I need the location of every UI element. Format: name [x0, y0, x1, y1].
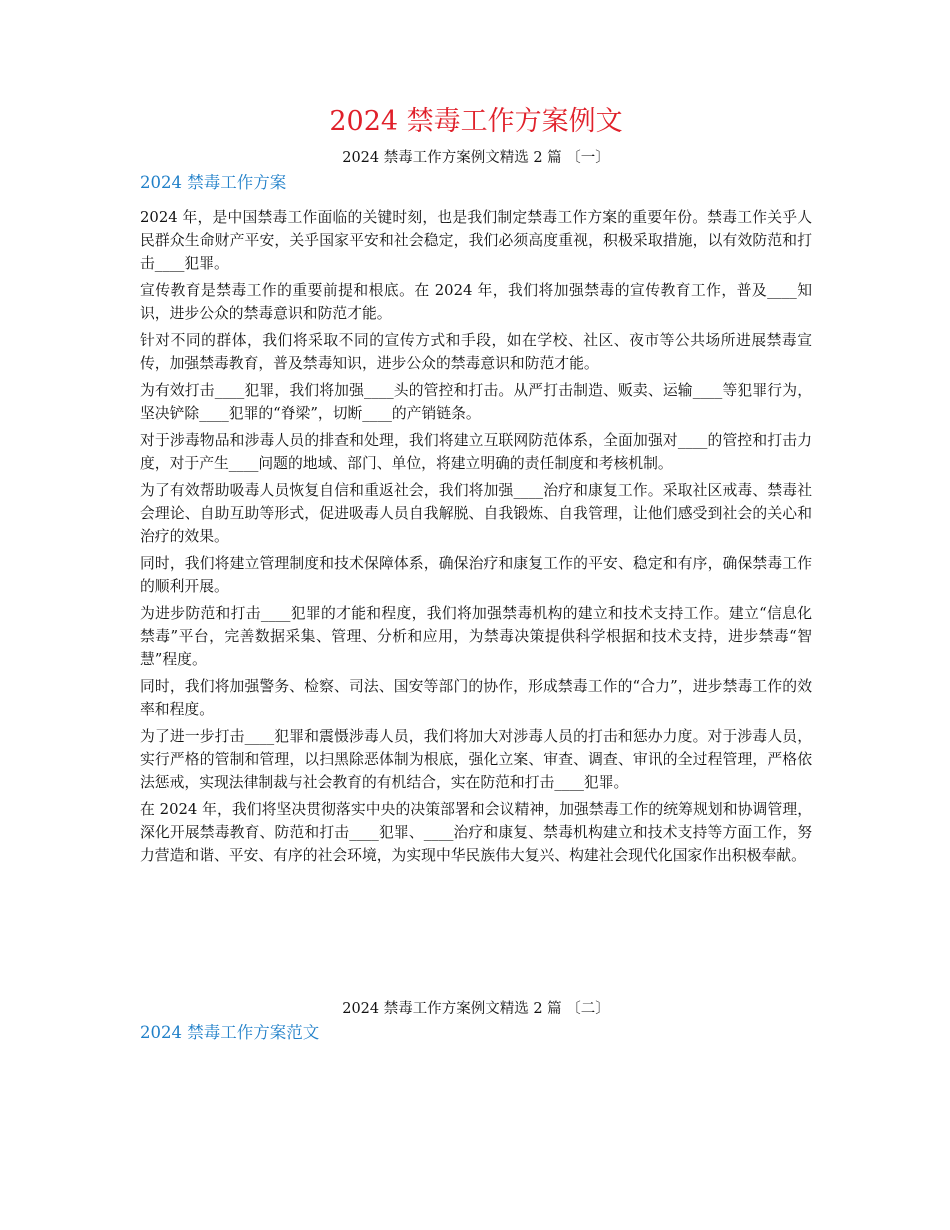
- paragraph: 为了进一步打击____犯罪和震慑涉毒人员，我们将加大对涉毒人员的打击和惩办力度。对于涉毒人员，实行严格的管制和管理，以扫黑除恶体制为根底，强化立案、审查、调查、审讯的全过程管理，严格依法惩戒，实现法律制裁与社会教育的有机结合，实在防范和打击____犯罪。: [140, 728, 812, 791]
- paragraph: 同时，我们将建立管理制度和技术保障体系，确保治疗和康复工作的平安、稳定和有序，确保禁毒工作的顺利开展。: [140, 555, 812, 595]
- paragraph: 对于涉毒物品和涉毒人员的排查和处理，我们将建立互联网防范体系，全面加强对____的管控和打击力度，对于产生____问题的地域、部门、单位，将建立明确的责任制度和考核机制。: [140, 432, 812, 472]
- section-heading-1: 2024 禁毒工作方案: [140, 173, 287, 192]
- paragraph: 同时，我们将加强警务、检察、司法、国安等部门的协作，形成禁毒工作的“合力”，进步禁毒工作的效率和程度。: [140, 678, 812, 718]
- paragraph: 针对不同的群体，我们将采取不同的宣传方式和手段，如在学校、社区、夜市等公共场所进展禁毒宣传，加强禁毒教育，普及禁毒知识，进步公众的禁毒意识和防范才能。: [140, 332, 812, 372]
- paragraph: 在 2024 年，我们将坚决贯彻落实中央的决策部署和会议精神，加强禁毒工作的统筹规划和协调管理，深化开展禁毒教育、防范和打击____犯罪、____治疗和康复、禁毒机构建立和技术支持等方面工作，努力营造和谐、平安、有序的社会环境，为实现中华民族伟大复兴、构建社会现代化国家作出积极奉献。: [140, 801, 812, 864]
- document-title: 2024 禁毒工作方案例文: [329, 106, 623, 137]
- subtitle-part-1: 2024 禁毒工作方案例文精选 2 篇 〔一〕: [342, 150, 610, 166]
- body-text: [140, 206, 812, 867]
- paragraph: 为有效打击____犯罪，我们将加强____头的管控和打击。从严打击制造、贩卖、运输____等犯罪行为，坚决铲除____犯罪的“脊梁”，切断____的产销链条。: [140, 382, 812, 422]
- subtitle-part-2: 2024 禁毒工作方案例文精选 2 篇 〔二〕: [342, 1001, 610, 1017]
- paragraph: 宣传教育是禁毒工作的重要前提和根底。在 2024 年，我们将加强禁毒的宣传教育工作，普及____知识，进步公众的禁毒意识和防范才能。: [140, 282, 812, 322]
- paragraph: 为了有效帮助吸毒人员恢复自信和重返社会，我们将加强____治疗和康复工作。采取社区戒毒、禁毒社会理论、自助互助等形式，促进吸毒人员自我解脱、自我锻炼、自我管理，让他们感受到社会的关心和治疗的效果。: [140, 482, 812, 545]
- paragraph: 2024 年，是中国禁毒工作面临的关键时刻，也是我们制定禁毒工作方案的重要年份。禁毒工作关乎人民群众生命财产平安，关乎国家平安和社会稳定，我们必须高度重视，积极采取措施，以有效防范和打击____犯罪。: [140, 209, 812, 272]
- section-heading-2: 2024 禁毒工作方案范文: [140, 1023, 320, 1042]
- paragraph: 为进步防范和打击____犯罪的才能和程度，我们将加强禁毒机构的建立和技术支持工作。建立“信息化禁毒”平台，完善数据采集、管理、分析和应用，为禁毒决策提供科学根据和技术支持，进步禁毒“智慧”程度。: [140, 605, 812, 668]
